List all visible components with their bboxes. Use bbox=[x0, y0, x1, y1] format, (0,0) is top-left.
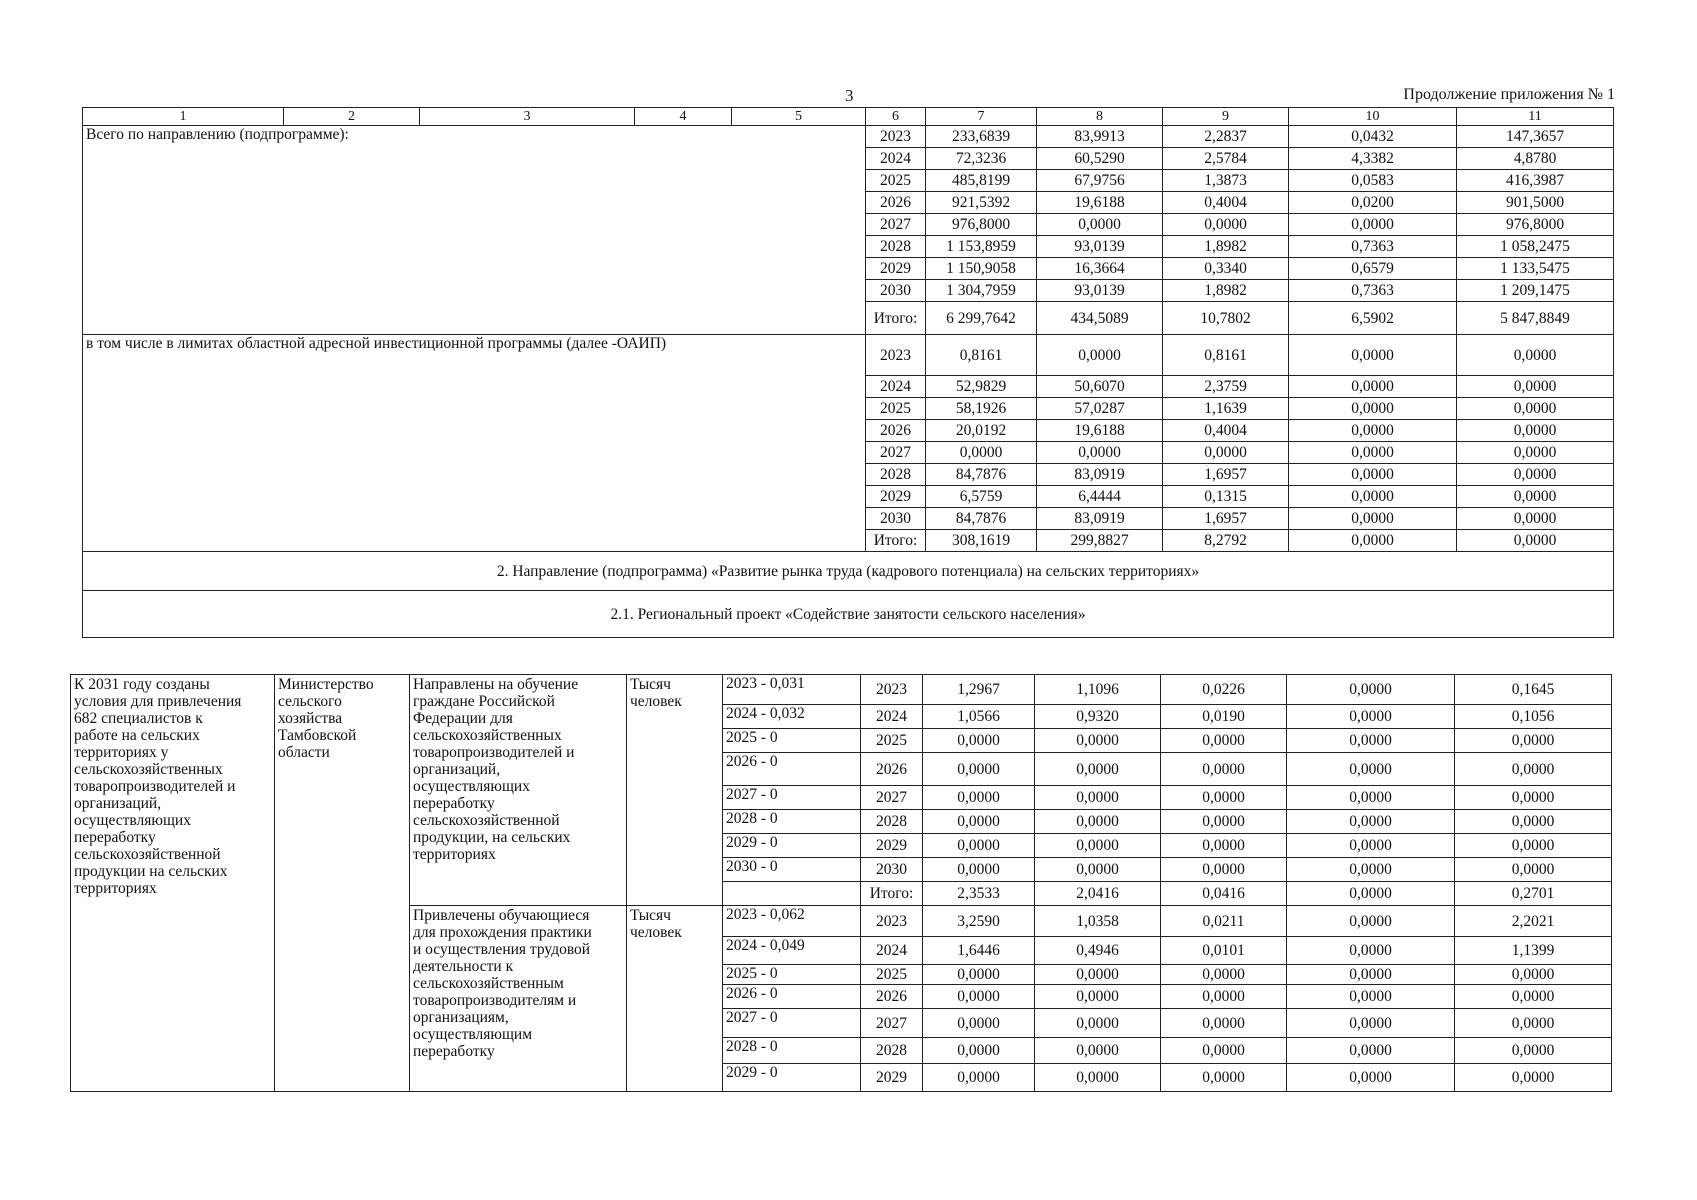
measure-a-unit-line: человек bbox=[630, 693, 682, 710]
value-cell-8: 67,9756 bbox=[1037, 170, 1163, 192]
value-cell-8: 1,0358 bbox=[1035, 906, 1161, 937]
value-cell-9: 0,0000 bbox=[1161, 985, 1287, 1009]
result-description bbox=[71, 675, 275, 1092]
value-cell-11: 1,1399 bbox=[1455, 937, 1612, 965]
responsible-executor bbox=[275, 675, 410, 1092]
value-cell-9: 1,8982 bbox=[1163, 236, 1289, 258]
value-cell-10: 0,0000 bbox=[1287, 675, 1455, 705]
value-cell-9: 0,0000 bbox=[1161, 810, 1287, 834]
appendix-continuation-note: Продолжение приложения № 1 bbox=[1403, 86, 1615, 103]
value-cell-8: 0,0000 bbox=[1035, 1064, 1161, 1092]
value-cell-9: 0,0000 bbox=[1161, 753, 1287, 786]
value-cell-10: 0,7363 bbox=[1289, 236, 1457, 258]
year-cell: 2028 bbox=[866, 464, 926, 486]
value-cell-10: 0,0000 bbox=[1287, 937, 1455, 965]
value-cell-11: 0,0000 bbox=[1457, 398, 1614, 420]
value-cell-11: 416,3987 bbox=[1457, 170, 1614, 192]
year-cell: 2027 bbox=[866, 442, 926, 464]
value-cell-7: 0,0000 bbox=[923, 1038, 1035, 1064]
budget-table-lower bbox=[70, 674, 1612, 1092]
result-description-line: территориях у bbox=[74, 744, 169, 761]
measure-b-description bbox=[410, 906, 627, 1092]
year-cell: 2029 bbox=[861, 1064, 923, 1092]
value-cell-7: 0,0000 bbox=[923, 834, 1035, 858]
value-cell-8: 0,0000 bbox=[1035, 834, 1161, 858]
value-cell-9: 0,0416 bbox=[1161, 882, 1287, 906]
value-cell-10: 0,0432 bbox=[1289, 126, 1457, 148]
measure-a-description-line: переработку bbox=[413, 795, 495, 812]
year-cell: 2026 bbox=[866, 420, 926, 442]
value-cell-11: 0,0000 bbox=[1455, 1038, 1612, 1064]
value-cell-7: 2,3533 bbox=[923, 882, 1035, 906]
year-cell: 2030 bbox=[866, 508, 926, 530]
value-cell-7: 72,3236 bbox=[926, 148, 1037, 170]
measure-a-description-line: сельскохозяйственной bbox=[413, 812, 560, 829]
value-cell-9: 0,0000 bbox=[1161, 786, 1287, 810]
year-cell: 2027 bbox=[861, 1009, 923, 1038]
value-cell-10: 0,0000 bbox=[1289, 420, 1457, 442]
section-2-title: 2. Направление (подпрограмма) «Развитие рынка труда (кадрового потенциала) на сельских территориях» bbox=[83, 552, 1614, 591]
value-cell-9: 0,0101 bbox=[1161, 937, 1287, 965]
value-cell-10: 0,0000 bbox=[1287, 729, 1455, 753]
value-cell-9: 0,0190 bbox=[1161, 705, 1287, 729]
value-cell-11: 0,0000 bbox=[1457, 486, 1614, 508]
result-description-line: осуществляющих bbox=[74, 812, 191, 829]
value-cell-8: 16,3664 bbox=[1037, 258, 1163, 280]
value-cell-7: 0,0000 bbox=[923, 753, 1035, 786]
value-cell-10: 0,0000 bbox=[1287, 965, 1455, 985]
value-cell-8: 83,0919 bbox=[1037, 508, 1163, 530]
value-cell-10: 0,6579 bbox=[1289, 258, 1457, 280]
value-cell-9: 0,0000 bbox=[1161, 834, 1287, 858]
value-cell-8: 0,0000 bbox=[1035, 1038, 1161, 1064]
result-description-line: продукции на сельских bbox=[74, 863, 228, 880]
value-cell-11: 1 209,1475 bbox=[1457, 280, 1614, 302]
year-cell: 2025 bbox=[866, 170, 926, 192]
value-cell-9: 0,0000 bbox=[1161, 965, 1287, 985]
header-col-6: 6 bbox=[866, 108, 926, 126]
value-cell-10: 0,0000 bbox=[1287, 810, 1455, 834]
year-cell: 2028 bbox=[861, 1038, 923, 1064]
value-cell-7: 1 153,8959 bbox=[926, 236, 1037, 258]
value-cell-7: 0,0000 bbox=[923, 965, 1035, 985]
result-description-line: территориях bbox=[74, 880, 157, 897]
value-cell-10: 4,3382 bbox=[1289, 148, 1457, 170]
section-2-row bbox=[83, 552, 1614, 591]
value-cell-9: 0,4004 bbox=[1163, 192, 1289, 214]
page-number: 3 bbox=[845, 86, 854, 105]
year-cell: 2029 bbox=[866, 486, 926, 508]
value-cell-7: 0,0000 bbox=[923, 786, 1035, 810]
value-cell-7: 1,6446 bbox=[923, 937, 1035, 965]
value-cell-9: 0,0226 bbox=[1161, 675, 1287, 705]
header-col-3: 3 bbox=[420, 108, 635, 126]
measure-a-unit-line: Тысяч bbox=[630, 676, 671, 693]
value-cell-8: 0,0000 bbox=[1037, 442, 1163, 464]
value-cell-9: 0,4004 bbox=[1163, 420, 1289, 442]
value-cell-8: 2,0416 bbox=[1035, 882, 1161, 906]
value-cell-10: 0,0000 bbox=[1289, 214, 1457, 236]
value-cell-7: 233,6839 bbox=[926, 126, 1037, 148]
measure-b-description-line: и осуществления трудовой bbox=[413, 941, 591, 958]
measure-a-description-line: продукции, на сельских bbox=[413, 829, 571, 846]
value-cell-8: 1,1096 bbox=[1035, 675, 1161, 705]
target-value-cell: 2025 - 0 bbox=[723, 965, 861, 985]
value-cell-9: 2,3759 bbox=[1163, 376, 1289, 398]
measure-b-description-line: товаропроизводителям и bbox=[413, 992, 577, 1009]
target-value-cell: 2027 - 0 bbox=[723, 1009, 861, 1038]
value-cell-7: 0,0000 bbox=[923, 729, 1035, 753]
value-cell-11: 0,0000 bbox=[1455, 965, 1612, 985]
year-cell: 2030 bbox=[866, 280, 926, 302]
year-cell: 2027 bbox=[861, 786, 923, 810]
value-cell-9: 1,8982 bbox=[1163, 280, 1289, 302]
measure-a-unit bbox=[627, 675, 723, 906]
value-cell-7: 0,0000 bbox=[923, 810, 1035, 834]
value-cell-9: 2,5784 bbox=[1163, 148, 1289, 170]
header-col-10: 10 bbox=[1289, 108, 1457, 126]
value-cell-9: 0,8161 bbox=[1163, 335, 1289, 376]
table-row bbox=[71, 675, 1612, 705]
value-cell-8: 50,6070 bbox=[1037, 376, 1163, 398]
value-cell-9: 0,0000 bbox=[1161, 729, 1287, 753]
value-cell-7: 976,8000 bbox=[926, 214, 1037, 236]
result-description-line: 682 специалистов к bbox=[74, 710, 203, 727]
result-description-line: сельскохозяйственной bbox=[74, 846, 221, 863]
value-cell-9: 0,0000 bbox=[1163, 442, 1289, 464]
value-cell-8: 83,0919 bbox=[1037, 464, 1163, 486]
value-cell-8: 0,0000 bbox=[1035, 729, 1161, 753]
value-cell-7: 58,1926 bbox=[926, 398, 1037, 420]
value-cell-8: 0,4946 bbox=[1035, 937, 1161, 965]
value-cell-11: 4,8780 bbox=[1457, 148, 1614, 170]
measure-a-description-line: сельскохозяйственных bbox=[413, 727, 562, 744]
year-cell: 2024 bbox=[861, 937, 923, 965]
value-cell-7: 1 150,9058 bbox=[926, 258, 1037, 280]
target-value-cell: 2026 - 0 bbox=[723, 753, 861, 786]
year-cell: 2030 bbox=[861, 858, 923, 882]
result-description-line: К 2031 году созданы bbox=[74, 676, 210, 693]
value-cell-9: 0,1315 bbox=[1163, 486, 1289, 508]
year-cell: 2025 bbox=[866, 398, 926, 420]
value-cell-11: 1 133,5475 bbox=[1457, 258, 1614, 280]
oaip-block-label: в том числе в лимитах областной адресной инвестиционной программы (далее -ОАИП) bbox=[83, 335, 866, 552]
value-cell-9: 1,6957 bbox=[1163, 464, 1289, 486]
measure-b-unit-line: Тысяч bbox=[630, 907, 671, 924]
year-cell: 2023 bbox=[861, 675, 923, 705]
value-cell-11: 0,0000 bbox=[1457, 464, 1614, 486]
value-cell-7: 0,8161 bbox=[926, 335, 1037, 376]
value-cell-10: 0,0000 bbox=[1289, 376, 1457, 398]
value-cell-8: 0,0000 bbox=[1035, 810, 1161, 834]
year-cell: 2024 bbox=[866, 148, 926, 170]
value-cell-10: 0,0000 bbox=[1287, 753, 1455, 786]
result-description-line: сельскохозяйственных bbox=[74, 761, 223, 778]
value-cell-8: 57,0287 bbox=[1037, 398, 1163, 420]
value-cell-9: 0,0000 bbox=[1161, 1009, 1287, 1038]
value-cell-11: 0,2701 bbox=[1455, 882, 1612, 906]
header-col-2: 2 bbox=[284, 108, 420, 126]
value-cell-11: 5 847,8849 bbox=[1457, 302, 1614, 335]
value-cell-10: 0,0000 bbox=[1289, 530, 1457, 552]
measure-b-unit bbox=[627, 906, 723, 1092]
value-cell-8: 299,8827 bbox=[1037, 530, 1163, 552]
measure-a-description bbox=[410, 675, 627, 906]
value-cell-11: 0,0000 bbox=[1457, 530, 1614, 552]
measures-block bbox=[71, 675, 1612, 1092]
target-value-cell: 2025 - 0 bbox=[723, 729, 861, 753]
year-cell: 2024 bbox=[861, 705, 923, 729]
value-cell-11: 0,0000 bbox=[1455, 1064, 1612, 1092]
value-cell-10: 0,0000 bbox=[1289, 442, 1457, 464]
value-cell-11: 0,1645 bbox=[1455, 675, 1612, 705]
value-cell-11: 0,0000 bbox=[1457, 376, 1614, 398]
header-col-11: 11 bbox=[1457, 108, 1614, 126]
measure-a-description-line: Направлены на обучение bbox=[413, 676, 579, 693]
result-description-line: переработку bbox=[74, 829, 156, 846]
value-cell-8: 0,0000 bbox=[1035, 965, 1161, 985]
year-cell: 2025 bbox=[861, 965, 923, 985]
value-cell-7: 485,8199 bbox=[926, 170, 1037, 192]
value-cell-9: 0,0211 bbox=[1161, 906, 1287, 937]
value-cell-7: 3,2590 bbox=[923, 906, 1035, 937]
value-cell-11: 147,3657 bbox=[1457, 126, 1614, 148]
measure-a-description-line: осуществляющих bbox=[413, 778, 530, 795]
measure-b-description-line: сельскохозяйственным bbox=[413, 975, 564, 992]
value-cell-7: 84,7876 bbox=[926, 508, 1037, 530]
year-cell: 2023 bbox=[861, 906, 923, 937]
target-value-cell: 2026 - 0 bbox=[723, 985, 861, 1009]
year-cell: 2025 bbox=[861, 729, 923, 753]
value-cell-8: 19,6188 bbox=[1037, 192, 1163, 214]
value-cell-7: 6,5759 bbox=[926, 486, 1037, 508]
value-cell-10: 0,0000 bbox=[1289, 335, 1457, 376]
value-cell-9: 1,3873 bbox=[1163, 170, 1289, 192]
header-col-9: 9 bbox=[1163, 108, 1289, 126]
header-col-1: 1 bbox=[83, 108, 284, 126]
year-cell: 2028 bbox=[861, 810, 923, 834]
year-cell: 2027 bbox=[866, 214, 926, 236]
target-value-cell: 2027 - 0 bbox=[723, 786, 861, 810]
responsible-executor-line: области bbox=[278, 744, 330, 761]
value-cell-9: 0,0000 bbox=[1161, 858, 1287, 882]
value-cell-9: 0,0000 bbox=[1163, 214, 1289, 236]
measure-a-description-line: товаропроизводителей и bbox=[413, 744, 575, 761]
value-cell-9: 0,0000 bbox=[1161, 1064, 1287, 1092]
year-cell: Итого: bbox=[861, 882, 923, 906]
value-cell-10: 0,0000 bbox=[1289, 398, 1457, 420]
value-cell-8: 0,0000 bbox=[1037, 214, 1163, 236]
header-col-8: 8 bbox=[1037, 108, 1163, 126]
value-cell-11: 0,1056 bbox=[1455, 705, 1612, 729]
target-value-cell: 2024 - 0,049 bbox=[723, 937, 861, 965]
year-cell: 2026 bbox=[866, 192, 926, 214]
value-cell-7: 20,0192 bbox=[926, 420, 1037, 442]
value-cell-11: 0,0000 bbox=[1457, 335, 1614, 376]
measure-a-description-line: организаций, bbox=[413, 761, 501, 778]
year-cell: 2024 bbox=[866, 376, 926, 398]
value-cell-9: 0,0000 bbox=[1161, 1038, 1287, 1064]
measure-b-description-line: организациям, bbox=[413, 1009, 509, 1026]
year-cell: 2026 bbox=[861, 753, 923, 786]
value-cell-7: 0,0000 bbox=[923, 1009, 1035, 1038]
value-cell-7: 84,7876 bbox=[926, 464, 1037, 486]
header-col-4: 4 bbox=[635, 108, 732, 126]
value-cell-7: 0,0000 bbox=[923, 858, 1035, 882]
year-cell: Итого: bbox=[866, 530, 926, 552]
value-cell-7: 921,5392 bbox=[926, 192, 1037, 214]
measure-b-unit-line: человек bbox=[630, 924, 682, 941]
value-cell-8: 0,0000 bbox=[1035, 1009, 1161, 1038]
value-cell-8: 93,0139 bbox=[1037, 236, 1163, 258]
result-description-line: условия для привлечения bbox=[74, 693, 242, 710]
value-cell-10: 0,0000 bbox=[1287, 858, 1455, 882]
target-value-cell: 2023 - 0,031 bbox=[723, 675, 861, 705]
value-cell-9: 2,2837 bbox=[1163, 126, 1289, 148]
year-cell: 2029 bbox=[866, 258, 926, 280]
value-cell-8: 93,0139 bbox=[1037, 280, 1163, 302]
value-cell-8: 60,5290 bbox=[1037, 148, 1163, 170]
value-cell-10: 0,0583 bbox=[1289, 170, 1457, 192]
value-cell-9: 0,3340 bbox=[1163, 258, 1289, 280]
value-cell-11: 0,0000 bbox=[1457, 508, 1614, 530]
target-value-cell: 2029 - 0 bbox=[723, 1064, 861, 1092]
value-cell-10: 0,0000 bbox=[1287, 1038, 1455, 1064]
value-cell-10: 0,0000 bbox=[1287, 906, 1455, 937]
value-cell-7: 6 299,7642 bbox=[926, 302, 1037, 335]
value-cell-10: 0,0000 bbox=[1287, 834, 1455, 858]
header-row bbox=[83, 108, 1614, 126]
value-cell-11: 0,0000 bbox=[1455, 810, 1612, 834]
result-description-line: работе на сельских bbox=[74, 727, 200, 744]
value-cell-9: 8,2792 bbox=[1163, 530, 1289, 552]
value-cell-10: 6,5902 bbox=[1289, 302, 1457, 335]
header-col-5: 5 bbox=[732, 108, 866, 126]
value-cell-10: 0,0000 bbox=[1287, 985, 1455, 1009]
value-cell-7: 0,0000 bbox=[923, 1064, 1035, 1092]
table-row bbox=[83, 126, 1614, 148]
section-2-1-row bbox=[83, 591, 1614, 638]
value-cell-8: 19,6188 bbox=[1037, 420, 1163, 442]
value-cell-10: 0,0000 bbox=[1289, 508, 1457, 530]
value-cell-8: 6,4444 bbox=[1037, 486, 1163, 508]
table-row bbox=[83, 335, 1614, 376]
responsible-executor-line: Министерство bbox=[278, 676, 374, 693]
result-description-line: организаций, bbox=[74, 795, 162, 812]
value-cell-9: 10,7802 bbox=[1163, 302, 1289, 335]
target-value-cell: 2030 - 0 bbox=[723, 858, 861, 882]
value-cell-7: 1,0566 bbox=[923, 705, 1035, 729]
value-cell-11: 1 058,2475 bbox=[1457, 236, 1614, 258]
oaip-block bbox=[83, 335, 1614, 552]
measure-a-description-line: территориях bbox=[413, 846, 496, 863]
value-cell-7: 1 304,7959 bbox=[926, 280, 1037, 302]
responsible-executor-line: Тамбовской bbox=[278, 727, 357, 744]
value-cell-11: 0,0000 bbox=[1455, 858, 1612, 882]
value-cell-10: 0,0000 bbox=[1287, 1064, 1455, 1092]
value-cell-8: 0,9320 bbox=[1035, 705, 1161, 729]
measure-b-description-line: Привлечены обучающиеся bbox=[413, 907, 590, 924]
measure-b-description-line: осуществляющим bbox=[413, 1026, 533, 1043]
value-cell-11: 0,0000 bbox=[1457, 420, 1614, 442]
value-cell-10: 0,0000 bbox=[1289, 486, 1457, 508]
value-cell-10: 0,0000 bbox=[1287, 705, 1455, 729]
value-cell-7: 52,9829 bbox=[926, 376, 1037, 398]
year-cell: 2023 bbox=[866, 126, 926, 148]
target-value-cell: 2029 - 0 bbox=[723, 834, 861, 858]
year-cell: 2026 bbox=[861, 985, 923, 1009]
target-value-cell: 2028 - 0 bbox=[723, 810, 861, 834]
value-cell-8: 0,0000 bbox=[1035, 858, 1161, 882]
year-cell: Итого: bbox=[866, 302, 926, 335]
responsible-executor-line: хозяйства bbox=[278, 710, 343, 727]
year-cell: 2029 bbox=[861, 834, 923, 858]
value-cell-11: 0,0000 bbox=[1455, 729, 1612, 753]
value-cell-7: 0,0000 bbox=[923, 985, 1035, 1009]
target-value-cell: 2023 - 0,062 bbox=[723, 906, 861, 937]
measure-b-description-line: переработку bbox=[413, 1043, 495, 1060]
value-cell-10: 0,0000 bbox=[1287, 1009, 1455, 1038]
result-description-line: товаропроизводителей и bbox=[74, 778, 236, 795]
value-cell-11: 0,0000 bbox=[1457, 442, 1614, 464]
value-cell-8: 434,5089 bbox=[1037, 302, 1163, 335]
value-cell-7: 308,1619 bbox=[926, 530, 1037, 552]
value-cell-8: 0,0000 bbox=[1035, 985, 1161, 1009]
target-value-cell bbox=[723, 882, 861, 906]
value-cell-9: 1,6957 bbox=[1163, 508, 1289, 530]
value-cell-11: 0,0000 bbox=[1455, 753, 1612, 786]
value-cell-9: 1,1639 bbox=[1163, 398, 1289, 420]
budget-table-upper bbox=[82, 107, 1614, 638]
value-cell-10: 0,7363 bbox=[1289, 280, 1457, 302]
value-cell-11: 901,5000 bbox=[1457, 192, 1614, 214]
value-cell-11: 976,8000 bbox=[1457, 214, 1614, 236]
responsible-executor-line: сельского bbox=[278, 693, 342, 710]
value-cell-11: 0,0000 bbox=[1455, 1009, 1612, 1038]
target-value-cell: 2028 - 0 bbox=[723, 1038, 861, 1064]
header-col-7: 7 bbox=[926, 108, 1037, 126]
value-cell-10: 0,0200 bbox=[1289, 192, 1457, 214]
value-cell-10: 0,0000 bbox=[1287, 882, 1455, 906]
value-cell-10: 0,0000 bbox=[1287, 786, 1455, 810]
value-cell-11: 0,0000 bbox=[1455, 985, 1612, 1009]
value-cell-11: 2,2021 bbox=[1455, 906, 1612, 937]
total-block-label: Всего по направлению (подпрограмме): bbox=[83, 126, 866, 335]
value-cell-11: 0,0000 bbox=[1455, 786, 1612, 810]
value-cell-8: 0,0000 bbox=[1037, 335, 1163, 376]
year-cell: 2028 bbox=[866, 236, 926, 258]
value-cell-8: 0,0000 bbox=[1035, 753, 1161, 786]
value-cell-10: 0,0000 bbox=[1289, 464, 1457, 486]
measure-a-description-line: граждане Российской bbox=[413, 693, 555, 710]
value-cell-8: 83,9913 bbox=[1037, 126, 1163, 148]
value-cell-8: 0,0000 bbox=[1035, 786, 1161, 810]
measure-b-description-line: деятельности к bbox=[413, 958, 514, 975]
value-cell-7: 1,2967 bbox=[923, 675, 1035, 705]
measure-a-description-line: Федерации для bbox=[413, 710, 513, 727]
value-cell-11: 0,0000 bbox=[1455, 834, 1612, 858]
section-2-1-title: 2.1. Региональный проект «Содействие занятости сельского населения» bbox=[83, 591, 1614, 638]
target-value-cell: 2024 - 0,032 bbox=[723, 705, 861, 729]
value-cell-7: 0,0000 bbox=[926, 442, 1037, 464]
total-block bbox=[83, 126, 1614, 335]
measure-b-description-line: для прохождения практики bbox=[413, 924, 592, 941]
year-cell: 2023 bbox=[866, 335, 926, 376]
